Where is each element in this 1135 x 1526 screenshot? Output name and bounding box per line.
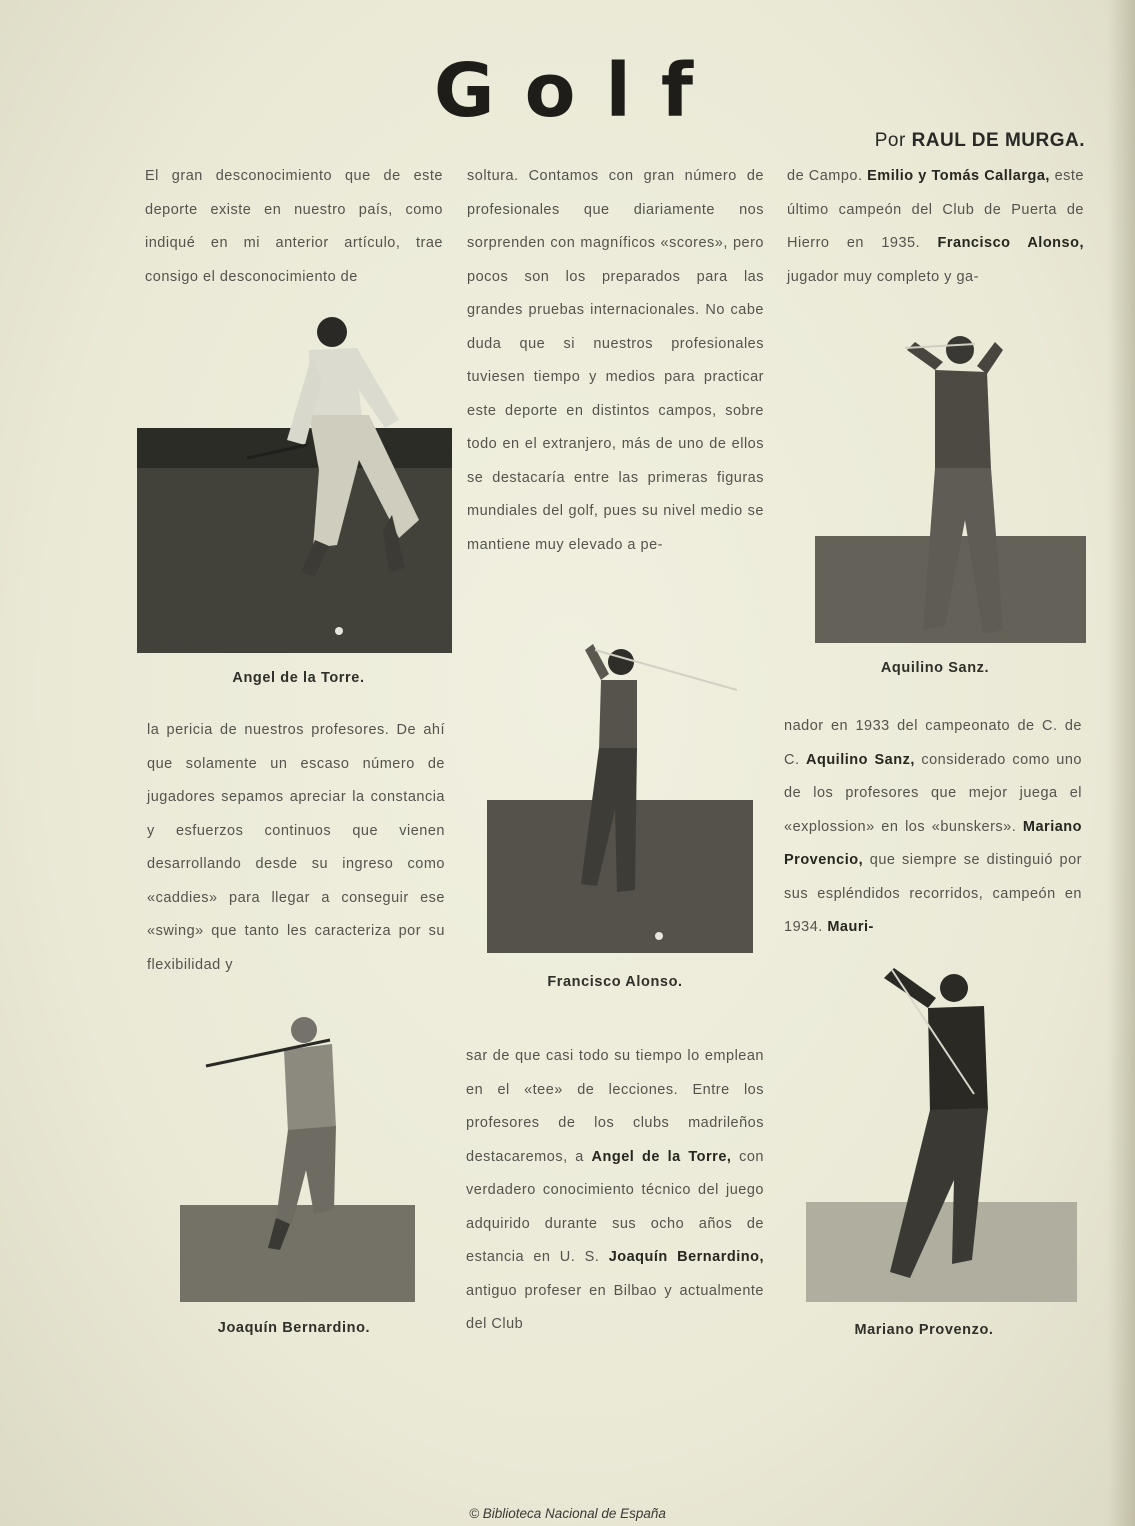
photo-angel-de-la-torre: [137, 310, 452, 653]
page-edge-shadow: [1107, 0, 1135, 1526]
caption-angel-de-la-torre: Angel de la Torre.: [232, 670, 365, 686]
copyright-footer: © Biblioteca Nacional de España: [469, 1506, 666, 1521]
byline-author: RAUL DE MURGA.: [911, 130, 1085, 151]
column-1-middle-text: la pericia de nuestros profesores. De ahí que solamente un escaso número de jugadores sepamos apreciar la constancia y esfuerzos continuos que vienen desarrollando desde su ingreso como «caddies» para llegar a conseguir ese «swing» que tanto les caracteriza por su flexibilidad y: [147, 722, 445, 973]
name-joaquin-bernardino: Joaquín Bernardino,: [608, 1249, 764, 1265]
column-2-bottom-text: sar de que casi todo su tiempo lo emplean en el «tee» de lecciones. Entre los profesores de los clubs madrileños destacaremos, a Angel de la Torre, con verdadero conocimiento técnico del juego adquirido durante sus ocho años de estancia en U. S. Joaquín Bernardino, antiguo profeser en Bilbao y actualmente del Club: [466, 1048, 764, 1332]
column-3-middle-text: nador en 1933 del campeonato de C. de C. Aquilino Sanz, considerado como uno de los profesores que mejor juega el «explossion» en los «bunskers». Mariano Provencio, que siempre se distinguió por sus espléndidos recorridos, campeón en 1934. Mauri-: [784, 718, 1082, 935]
article-title: Golf: [433, 48, 724, 134]
photo-joaquin-bernardino: [180, 1010, 415, 1302]
byline: [875, 130, 1085, 152]
column-1-top-text: El gran desconocimiento que de este deporte existe en nuestro país, como indiqué en mi anterior artículo, trae consigo el desconocimiento de: [145, 168, 443, 285]
photo-mariano-provenzo: [806, 960, 1077, 1302]
name-angel-de-la-torre: Angel de la Torre,: [591, 1148, 732, 1165]
name-aquilino-sanz: Aquilino Sanz,: [806, 751, 915, 768]
photo-aquilino-sanz: [815, 330, 1086, 643]
column-3-top-text: de Campo. Emilio y Tomás Callarga, este último campeón del Club de Puerta de Hierro en 1935. Francisco Alonso, jugador muy completo y ga-: [787, 168, 1084, 285]
byline-prefix: Por: [874, 130, 906, 151]
name-mauri: Mauri-: [827, 919, 874, 935]
photo-francisco-alonso: [487, 640, 753, 953]
caption-francisco-alonso: Francisco Alonso.: [547, 974, 683, 990]
name-callarga: Emilio y Tomás Callarga,: [867, 168, 1050, 184]
caption-joaquin-bernardino: Joaquín Bernardino.: [217, 1320, 371, 1336]
name-mariano-provencio: Mariano Provencio,: [784, 818, 1082, 868]
name-francisco-alonso: Francisco Alonso,: [937, 235, 1084, 251]
caption-mariano-provenzo: Mariano Provenzo.: [854, 1322, 994, 1338]
caption-aquilino-sanz: Aquilino Sanz.: [880, 660, 990, 676]
column-2-top-text: soltura. Contamos con gran número de profesionales que diariamente nos sorprenden con magníficos «scores», pero pocos son los preparados para las grandes pruebas internacionales. No cabe duda que si nuestros profesionales tuviesen tiempo y medios para practicar este deporte en distintos campos, sobre todo en el extranjero, más de uno de ellos se destacaría entre las primeras figuras mundiales del golf, pues su nivel medio se mantiene muy elevado a pe-: [467, 168, 764, 553]
